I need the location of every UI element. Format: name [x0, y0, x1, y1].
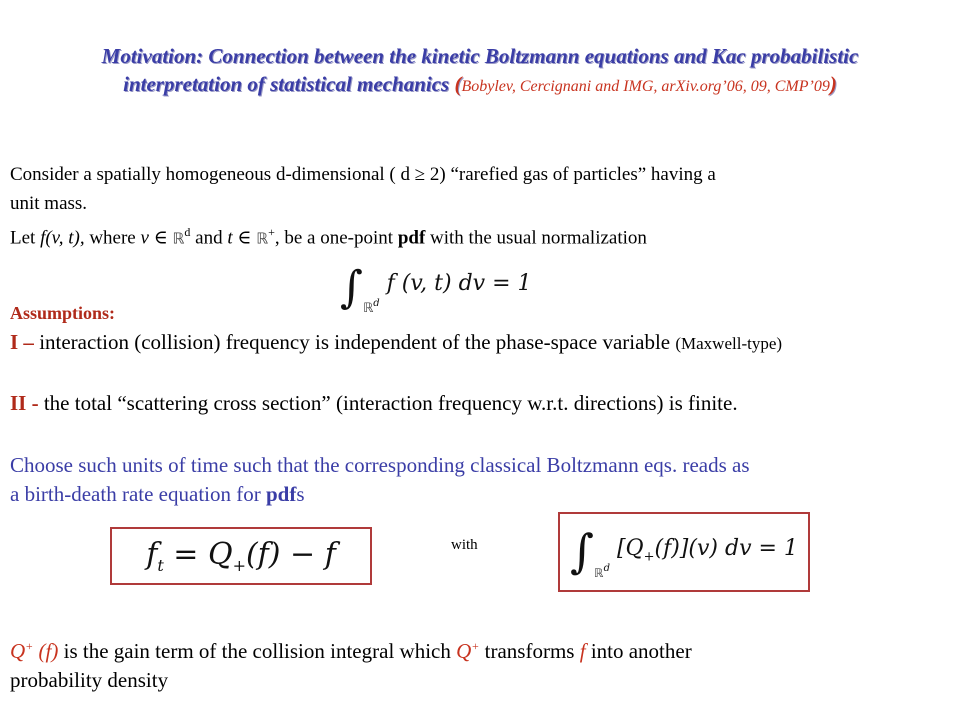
let-and: and [190, 227, 228, 249]
integral-domain-dim: d [373, 298, 380, 309]
let-v: v [140, 227, 149, 249]
let-t: t [227, 227, 233, 249]
let-f: f(v, t), [40, 227, 85, 249]
assumption-1 [10, 328, 960, 358]
gain-q2-sup: + [471, 639, 480, 653]
assumption-2 [10, 389, 960, 417]
gain-q-sup: + [25, 639, 34, 653]
choose-pdf: pdf [265, 482, 297, 506]
title-reference: Bobylev, Cercignani and IMG, arXiv.org’06, 09, CMP’09 [461, 78, 830, 95]
gain-term-paragraph [10, 632, 950, 695]
box-q-sub: + [643, 549, 655, 565]
choose-line-2 [10, 480, 940, 509]
let-prefix: Let [10, 227, 41, 249]
let-suffix-b: with the usual normalization [425, 227, 647, 249]
normalization-body: f (v, t) dv = 1 [386, 271, 532, 296]
gain-text-b: transforms [479, 639, 580, 663]
let-where: where [84, 227, 141, 249]
real-space-symbol: ℝ [172, 229, 185, 248]
title-open-paren: ( [454, 72, 462, 96]
eq-tail: (f) − f [245, 537, 336, 572]
box-integral-sign: ∫ [570, 524, 595, 578]
normalization-formula [340, 262, 532, 316]
slide-title [0, 42, 960, 101]
gain-q: Q [10, 639, 26, 663]
eq-f: f [146, 537, 158, 572]
assumption-2-roman: II - [10, 391, 39, 415]
assumption-1-text: interaction (collision) frequency is independent of the phase-space variable [33, 330, 676, 354]
integral-domain: ℝ [362, 301, 374, 316]
title-line-1: Motivation: Connection between the kinetic Boltzmann equations and Kac probabilistic [101, 44, 859, 68]
assumptions-heading: Assumptions: [10, 303, 116, 323]
eq-t: t [157, 556, 164, 575]
gain-line-1 [10, 632, 950, 666]
title-close-paren: ) [829, 72, 837, 96]
assumption-1-roman: I – [10, 330, 34, 354]
title-line-2 [0, 70, 960, 101]
gain-f: f [579, 639, 591, 663]
pdf-term: pdf [397, 227, 426, 249]
gain-normalization-box [558, 512, 810, 592]
eq-q-sub: + [232, 556, 246, 575]
choose-units-paragraph [10, 451, 940, 509]
choose-line-1: Choose such units of time such that the corresponding classical Boltzmann eqs. reads as [10, 453, 750, 477]
gain-text-c: into another [590, 639, 692, 663]
positive-reals-symbol: ℝ [256, 229, 269, 248]
integral-sign: ∫ [340, 262, 363, 313]
intro-line-3 [10, 218, 940, 253]
element-of-1: ∈ [148, 227, 173, 249]
title-line-2-text: interpretation of statistical mechanics [123, 72, 450, 96]
gain-line-2: probability density [10, 668, 169, 692]
box-tail: (f)](v) dv = 1 [654, 536, 798, 561]
intro-line-2: unit mass. [10, 193, 88, 214]
assumption-2-text: the total “scattering cross section” (interaction frequency w.r.t. directions) is finite. [38, 391, 738, 415]
choose-line-2b: s [296, 482, 305, 506]
boltzmann-equation [146, 537, 336, 575]
real-space-dim: d [184, 225, 191, 239]
gain-normalization [570, 524, 798, 580]
gain-q-arg: (f) [33, 639, 59, 663]
box-integral-domain-dim: d [603, 563, 610, 574]
intro-line-1: Consider a spatially homogeneous d-dimensional ( d ≥ 2) “rarefied gas of particles” having a [10, 164, 716, 185]
choose-line-2a: a birth-death rate equation for [10, 482, 266, 506]
let-comma: , [274, 227, 280, 249]
box-integral-domain: ℝ [594, 566, 604, 580]
boltzmann-equation-box [110, 527, 372, 585]
gain-text-a: is the gain term of the collision integral which [58, 639, 457, 663]
with-label: with [451, 537, 478, 553]
eq-rest: = Q [163, 537, 233, 572]
box-body: [Q [616, 536, 644, 561]
gain-q2: Q [456, 639, 472, 663]
element-of-2: ∈ [232, 227, 257, 249]
assumption-1-note: (Maxwell-type) [675, 334, 783, 353]
positive-reals-plus: + [268, 225, 275, 239]
let-suffix-a: be a one-point [279, 227, 398, 249]
intro-paragraph [10, 160, 940, 253]
